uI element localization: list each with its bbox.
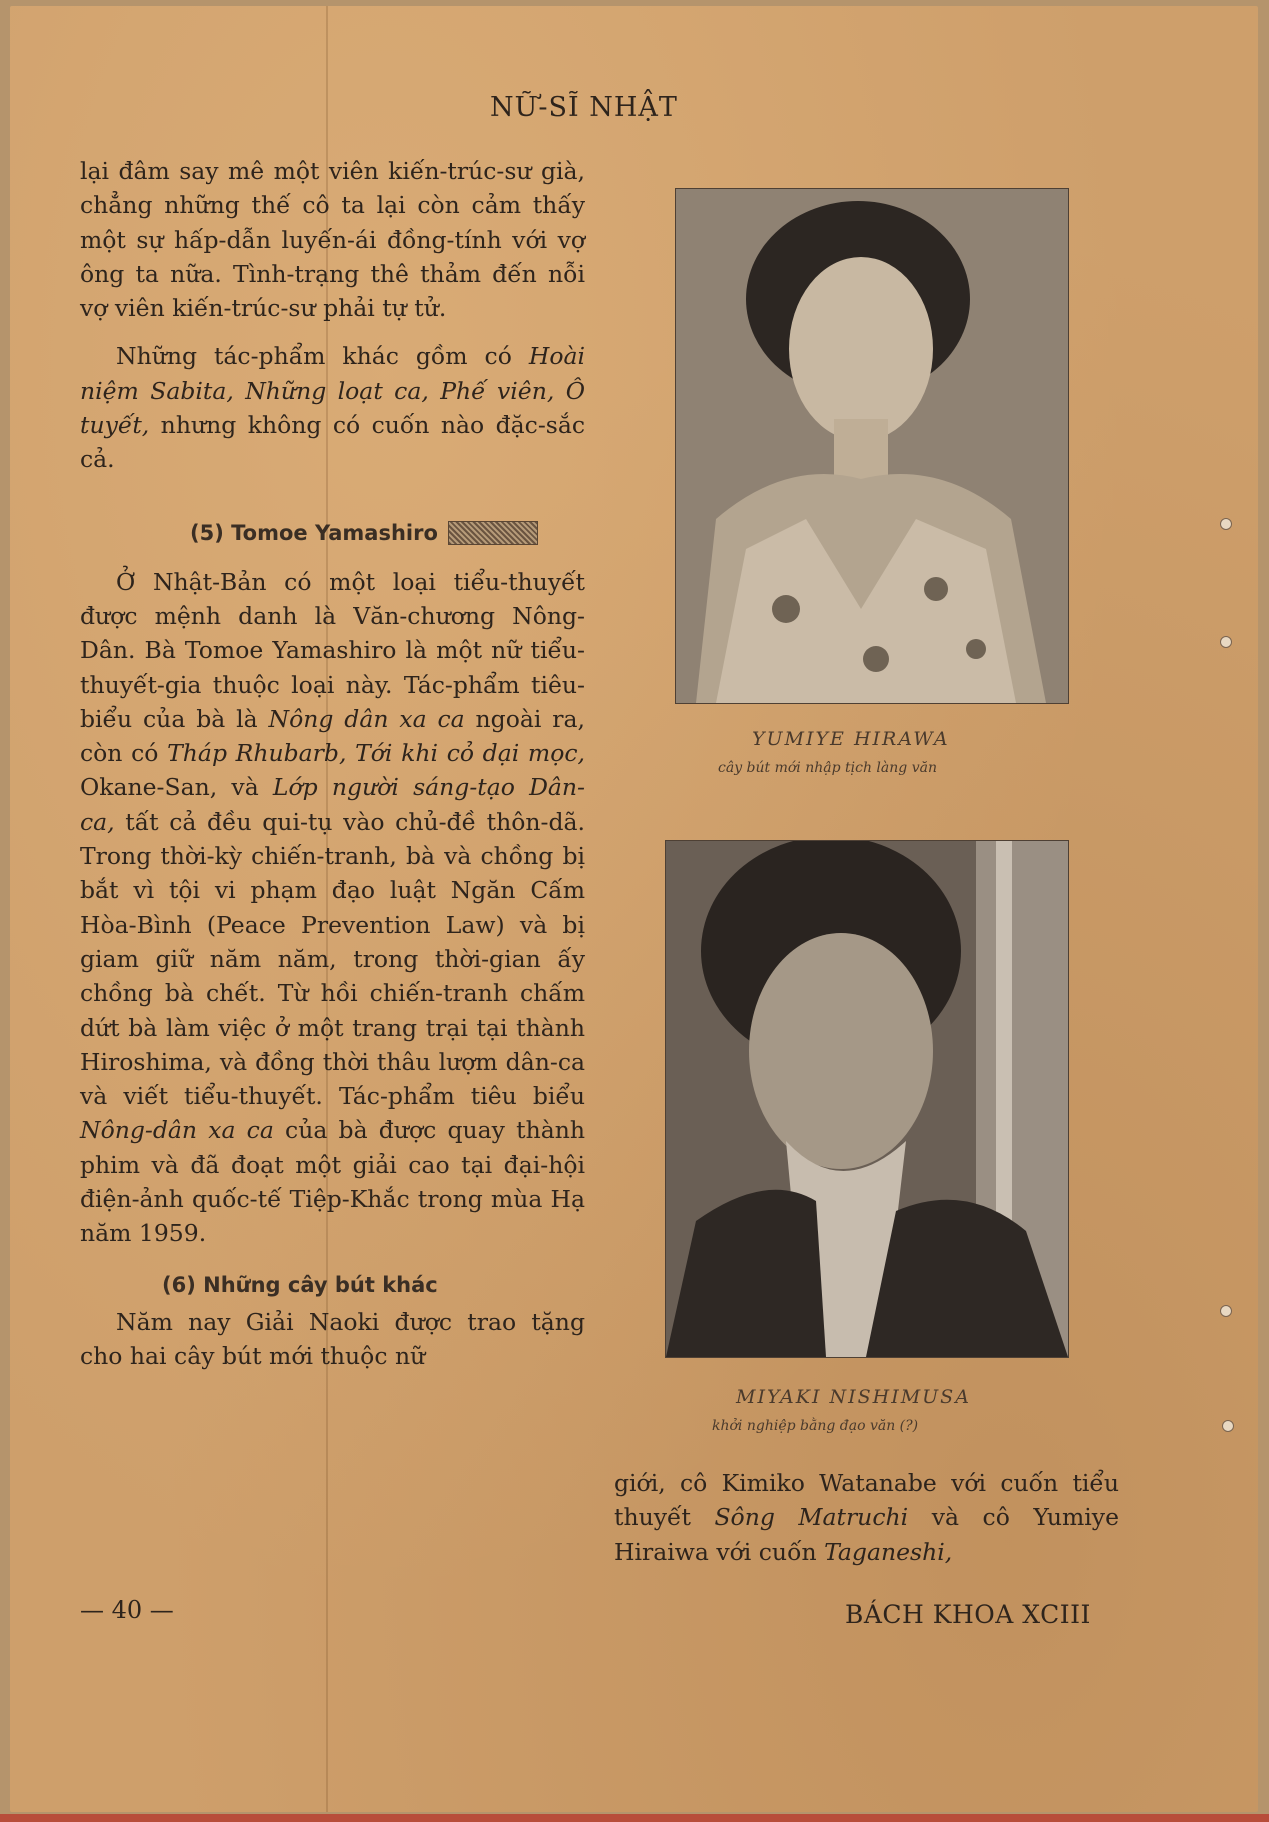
section-heading-6 <box>162 1273 585 1297</box>
section-heading-text: (6) Những cây bút khác <box>162 1272 438 1297</box>
text-run: tất cả đều qui-tụ vào chủ-đề thôn-dã. Trong thời-kỳ chiến-tranh, bà và chồng bị bắt vì tội vi phạm đạo luật Ngăn Cấm Hòa-Bình (Peace Prevention Law) và bị giam giữ năm năm, trong thời-gian ấy chồng bà chết. Từ hồi chiến-tranh chấm dứt bà làm việc ở một trang trại tại thành Hiroshima, và đồng thời thâu lượm dân-ca và viết tiểu-thuyết. Tác-phẩm tiêu biểu <box>80 807 585 1111</box>
paragraph-3 <box>80 565 585 1251</box>
portrait-photo-2 <box>665 840 1069 1358</box>
page-header: NỮ-SĨ NHẬT <box>490 92 678 123</box>
text-run: và cô Yumiye Hiraiwa với cuốn <box>614 1503 1119 1566</box>
right-paragraph <box>614 1466 1119 1569</box>
text-run: của bà được quay thành phim và đã đoạt một giải cao tại đại-hội điện-ảnh quốc-tế Tiệp-Khắc trong mùa Hạ năm 1959. <box>80 1116 585 1248</box>
ornament-icon <box>448 521 538 545</box>
paragraph-1: lại đâm say mê một viên kiến-trúc-sư già, chẳng những thế cô ta lại còn cảm thấy một sự hấp-dẫn luyến-ái đồng-tính với vợ ông ta nữa. Tình-trạng thê thảm đến nỗi vợ viên kiến-trúc-sư phải tự tử. <box>80 157 585 323</box>
binding-hole-icon <box>1220 518 1232 530</box>
portrait-photo-2-image <box>666 841 1068 1357</box>
portrait-photo-1 <box>675 188 1069 704</box>
left-column <box>80 154 585 1373</box>
italic-title-run: Hoài niệm Sabita, Những loạt ca, Phế viên, Ô tuyết, <box>80 342 585 440</box>
italic-title-run: Nông-dân xa ca <box>80 1116 274 1145</box>
section-heading-5 <box>190 521 585 545</box>
portrait-photo-1-image <box>676 189 1068 703</box>
text-run: Ở Nhật-Bản có một loại tiểu-thuyết được mệnh danh là Văn-chương Nông-Dân. Bà Tomoe Yamashiro là một nữ tiểu-thuyết-gia thuộc loại này. Tác-phẩm tiêu-biểu của bà là <box>80 567 585 733</box>
text-run: Những tác-phẩm khác gồm có <box>116 342 529 371</box>
paragraph-2 <box>80 339 585 476</box>
binding-hole-icon <box>1220 1305 1232 1317</box>
italic-title-run: Lớp người sáng-tạo Dân-ca, <box>80 773 585 836</box>
photo-2-caption-name: MIYAKI NISHIMUSA <box>736 1386 971 1408</box>
paragraph-4: Năm nay Giải Naoki được trao tặng cho hai cây bút mới thuộc nữ <box>80 1307 585 1370</box>
text-run: Okane-San, và <box>80 773 273 802</box>
binding-hole-icon <box>1222 1420 1234 1432</box>
text-run: giới, cô Kimiko Watanabe với cuốn tiểu thuyết <box>614 1469 1119 1532</box>
photo-1-caption-name: YUMIYE HIRAWA <box>752 728 950 750</box>
text-run: ngoài ra, còn có <box>80 704 585 768</box>
text-run: nhưng không có cuốn nào đặc-sắc cả. <box>80 411 585 474</box>
italic-title-run: Tháp Rhubarb, Tới khi cỏ dại mọc, <box>167 739 585 768</box>
photo-1-caption-subtitle: cây bút mới nhập tịch làng văn <box>718 760 937 776</box>
right-column <box>614 1466 1119 1569</box>
page-number: — 40 — <box>80 1596 174 1624</box>
italic-title-run: Nông dân xa ca <box>268 704 465 733</box>
page-bottom-edge <box>0 1814 1269 1822</box>
italic-title-run: Sông Matruchi <box>714 1503 909 1532</box>
italic-title-run: Taganeshi, <box>824 1537 953 1566</box>
section-heading-text: (5) Tomoe Yamashiro <box>190 520 438 545</box>
publication-footer: BÁCH KHOA XCIII <box>845 1600 1091 1629</box>
binding-hole-icon <box>1220 636 1232 648</box>
photo-2-caption-subtitle: khởi nghiệp bằng đạo văn (?) <box>712 1418 919 1434</box>
